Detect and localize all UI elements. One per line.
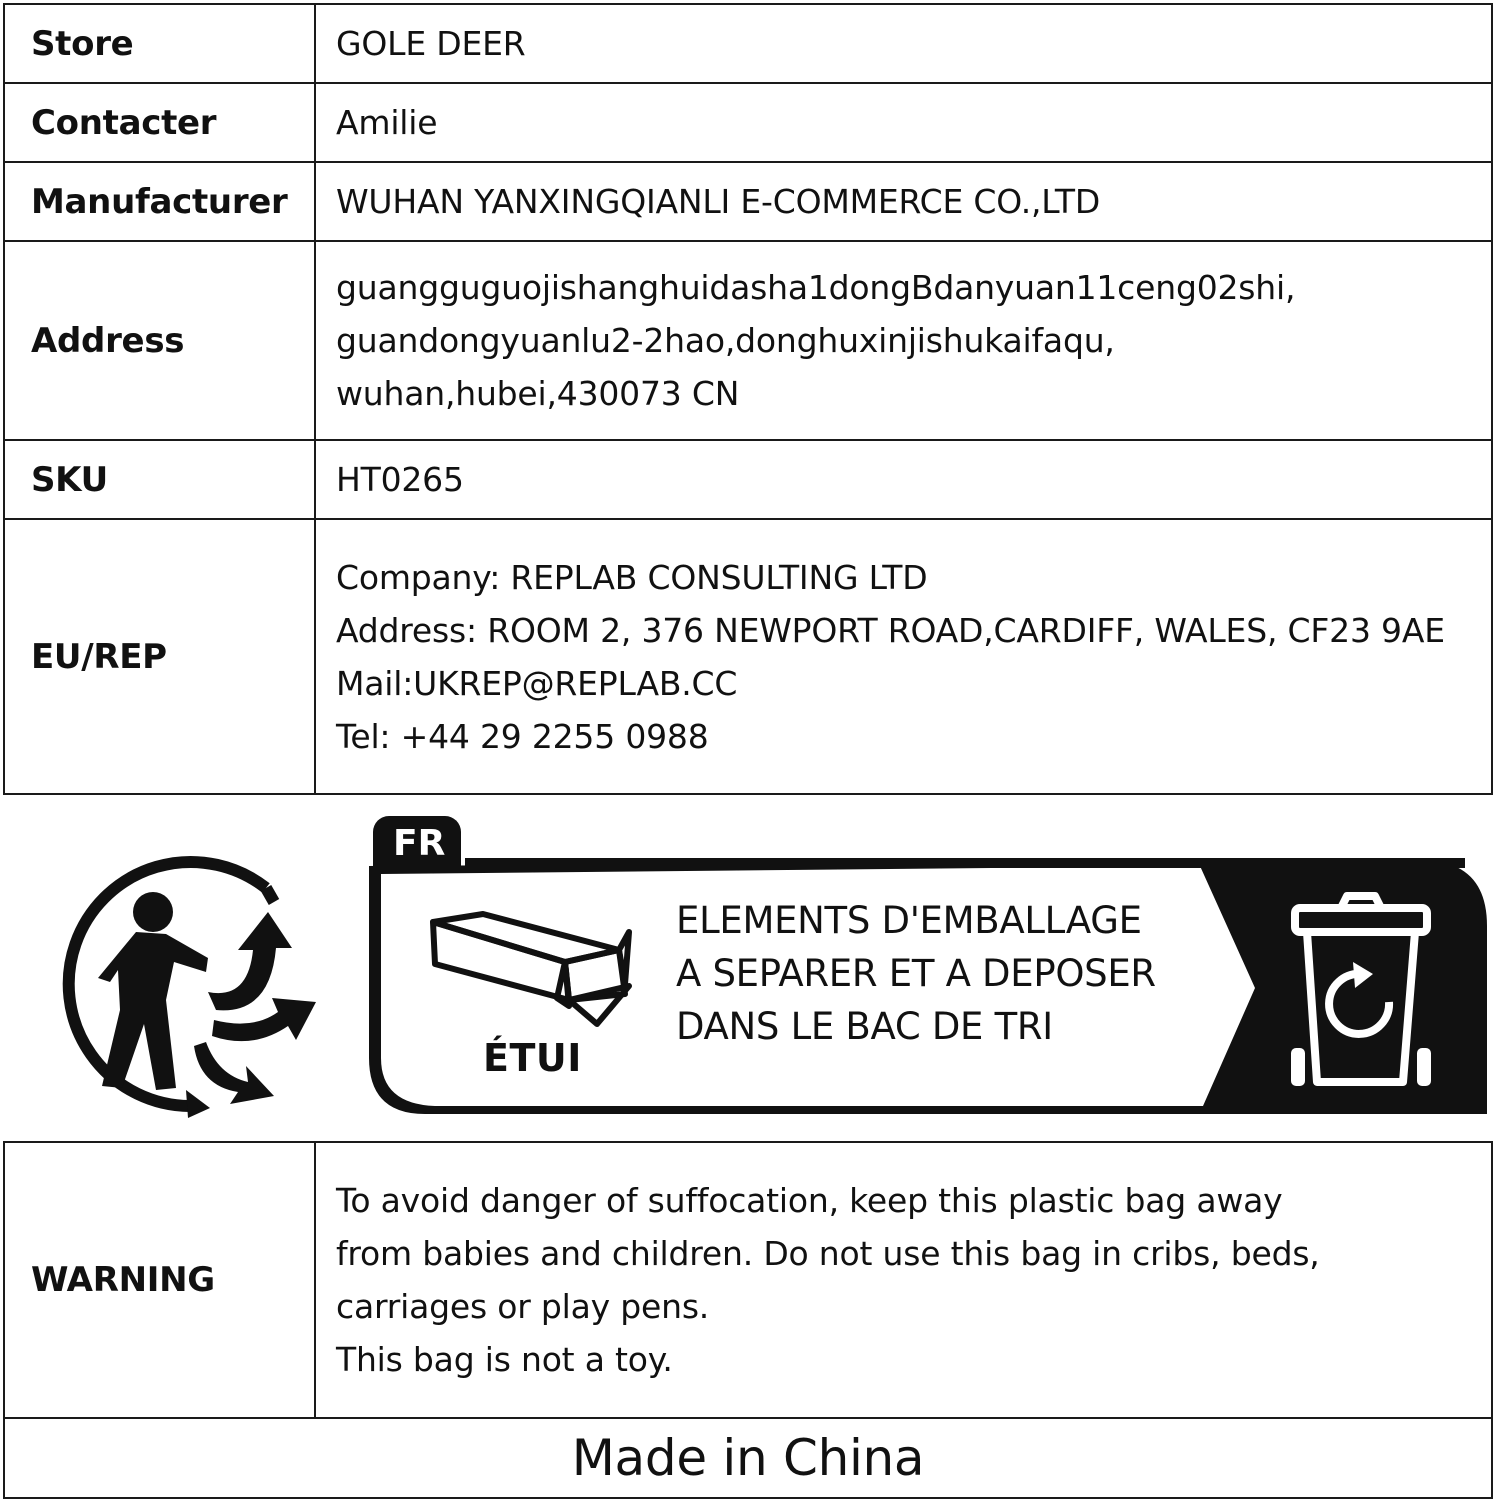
store-value: [315, 4, 1492, 83]
instruction-line: ELEMENTS D'EMBALLAGE: [676, 899, 1142, 942]
product-info-table: [3, 3, 1493, 795]
eu-rep-line: Tel: +44 29 2255 0988: [336, 716, 709, 756]
eu-rep-value: [315, 519, 1492, 794]
eu-rep-line: Mail:UKREP@REPLAB.CC: [336, 663, 738, 703]
sku-value-line: HT0265: [336, 460, 464, 499]
info-row-contacter: [4, 83, 1492, 162]
info-row-eu-rep: [4, 519, 1492, 794]
contacter-value-line: Amilie: [336, 103, 438, 142]
fr-tab: FR: [373, 816, 461, 866]
sku-value: [315, 440, 1492, 519]
recycling-bin-icon: [1289, 892, 1433, 1090]
warning-line: To avoid danger of suffocation, keep this plastic bag away: [336, 1181, 1283, 1220]
sku-label: SKU: [4, 440, 315, 519]
address-line: guandongyuanlu2-2hao,donghuxinjishukaifaqu,: [336, 321, 1115, 360]
sorting-instructions: [676, 894, 1156, 1053]
warning-text: [315, 1142, 1492, 1418]
warning-line: carriages or play pens.: [336, 1287, 710, 1326]
info-row-manufacturer: [4, 162, 1492, 241]
warning-label: WARNING: [4, 1142, 315, 1418]
warning-table: [3, 1141, 1493, 1499]
info-row-address: [4, 241, 1492, 440]
triman-icon: [48, 850, 320, 1120]
info-row-store: [4, 4, 1492, 83]
contacter-value: [315, 83, 1492, 162]
address-line: wuhan,hubei,430073 CN: [336, 374, 740, 413]
store-value-line: GOLE DEER: [336, 24, 526, 63]
instruction-line: DANS LE BAC DE TRI: [676, 1005, 1053, 1048]
box-icon: [429, 910, 641, 1032]
made-in-china: Made in China: [4, 1418, 1492, 1498]
instruction-line: A SEPARER ET A DEPOSER: [676, 952, 1156, 995]
contacter-label: Contacter: [4, 83, 315, 162]
recycling-info-panel: [365, 808, 1491, 1118]
item-label: ÉTUI: [483, 1036, 582, 1080]
manufacturer-value-line: WUHAN YANXINGQIANLI E-COMMERCE CO.,LTD: [336, 182, 1101, 221]
eu-rep-line: Company: REPLAB CONSULTING LTD: [336, 557, 928, 597]
address-value: [315, 241, 1492, 440]
warning-row: [4, 1142, 1492, 1418]
store-label: Store: [4, 4, 315, 83]
warning-line: from babies and children. Do not use this bag in cribs, beds,: [336, 1234, 1320, 1273]
address-line: guangguguojishanghuidasha1dongBdanyuan11ceng02shi,: [336, 268, 1296, 307]
warning-line: This bag is not a toy.: [336, 1340, 673, 1379]
info-row-sku: [4, 440, 1492, 519]
manufacturer-value: [315, 162, 1492, 241]
manufacturer-label: Manufacturer: [4, 162, 315, 241]
footer-row: [4, 1418, 1492, 1498]
eu-rep-label: EU/REP: [4, 519, 315, 794]
eu-rep-line: Address: ROOM 2, 376 NEWPORT ROAD,CARDIFF, WALES, CF23 9AE: [336, 610, 1445, 650]
address-label: Address: [4, 241, 315, 440]
